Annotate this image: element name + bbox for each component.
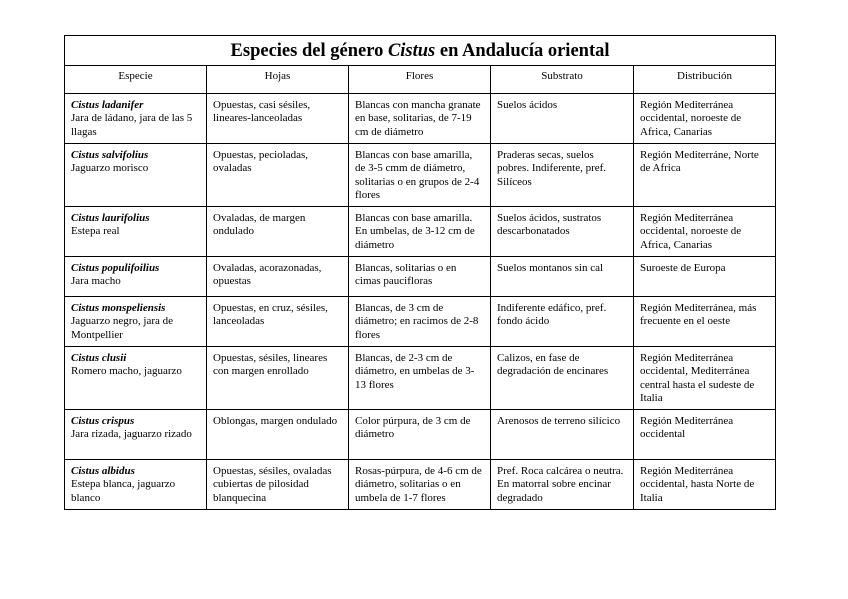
substrato-cell: Suelos montanos sin cal bbox=[491, 256, 634, 296]
table-row bbox=[65, 143, 776, 206]
substrato-cell: Arenosos de terreno silícico bbox=[491, 409, 634, 459]
flores-cell: Blancas con base amarilla, de 3-5 cmm de diámetro, solitarias o en grupos de 2-4 flores bbox=[349, 143, 491, 206]
common-name: Romero macho, jaguarzo bbox=[71, 365, 182, 377]
header-substrato: Substrato bbox=[491, 66, 634, 94]
species-table bbox=[64, 35, 776, 510]
table-row bbox=[65, 256, 776, 296]
common-name: Jara macho bbox=[71, 275, 121, 287]
species-name: Cistus salvifolius bbox=[71, 148, 149, 161]
species-cell bbox=[65, 409, 207, 459]
hojas-cell: Opuestas, pecioladas, ovaladas bbox=[207, 143, 349, 206]
common-name: Estepa blanca, jaguarzo blanco bbox=[71, 478, 176, 504]
hojas-cell: Opuestas, en cruz, sésiles, lanceoladas bbox=[207, 296, 349, 346]
table-title bbox=[65, 36, 776, 66]
distribucion-cell: Región Mediterránea occidental, noroeste de Africa, Canarias bbox=[634, 206, 776, 256]
distribucion-cell: Región Mediterránea, más frecuente en el oeste bbox=[634, 296, 776, 346]
substrato-cell: Calizos, en fase de degradación de encinares bbox=[491, 346, 634, 409]
flores-cell: Rosas-púrpura, de 4-6 cm de diámetro, solitarias o en umbela de 1-7 flores bbox=[349, 459, 491, 509]
table-row bbox=[65, 459, 776, 509]
header-distribucion: Distribución bbox=[634, 66, 776, 94]
distribucion-cell: Región Mediterráne, Norte de Africa bbox=[634, 143, 776, 206]
substrato-cell: Praderas secas, suelos pobres. Indiferente, pref. Silíceos bbox=[491, 143, 634, 206]
flores-cell: Color púrpura, de 3 cm de diámetro bbox=[349, 409, 491, 459]
common-name: Jaguarzo morisco bbox=[71, 162, 149, 174]
substrato-cell: Suelos ácidos, sustratos descarbonatados bbox=[491, 206, 634, 256]
header-flores: Flores bbox=[349, 66, 491, 94]
header-especie: Especie bbox=[65, 66, 207, 94]
species-cell bbox=[65, 346, 207, 409]
distribucion-cell: Región Mediterránea occidental, Mediterránea central hasta el sudeste de Italia bbox=[634, 346, 776, 409]
title-row bbox=[65, 36, 776, 66]
species-cell bbox=[65, 296, 207, 346]
substrato-cell: Suelos ácidos bbox=[491, 93, 634, 143]
species-name: Cistus monspeliensis bbox=[71, 301, 166, 314]
distribucion-cell: Región Mediterránea occidental, noroeste de Africa, Canarias bbox=[634, 93, 776, 143]
title-genus: Cistus bbox=[387, 41, 436, 61]
hojas-cell: Oblongas, margen ondulado bbox=[207, 409, 349, 459]
species-cell bbox=[65, 143, 207, 206]
table-row bbox=[65, 93, 776, 143]
species-cell bbox=[65, 206, 207, 256]
species-name: Cistus crispus bbox=[71, 414, 135, 427]
species-name: Cistus albidus bbox=[71, 464, 135, 477]
species-cell bbox=[65, 93, 207, 143]
species-name: Cistus clusii bbox=[71, 351, 127, 364]
title-suffix: en Andalucía oriental bbox=[435, 41, 610, 61]
table-row bbox=[65, 346, 776, 409]
distribucion-cell: Región Mediterránea occidental, hasta Norte de Italia bbox=[634, 459, 776, 509]
distribucion-cell: Suroeste de Europa bbox=[634, 256, 776, 296]
flores-cell: Blancas con base amarilla. En umbelas, de 3-12 cm de diámetro bbox=[349, 206, 491, 256]
species-name: Cistus laurifolius bbox=[71, 211, 150, 224]
species-cell bbox=[65, 459, 207, 509]
species-name: Cistus ladanifer bbox=[71, 98, 144, 111]
table-row bbox=[65, 206, 776, 256]
hojas-cell: Opuestas, sésiles, lineares con margen enrollado bbox=[207, 346, 349, 409]
header-row bbox=[65, 66, 776, 94]
hojas-cell: Ovaladas, acorazonadas, opuestas bbox=[207, 256, 349, 296]
common-name: Jara rizada, jaguarzo rizado bbox=[71, 428, 192, 440]
hojas-cell: Opuestas, casi sésiles, lineares-lanceoladas bbox=[207, 93, 349, 143]
title-prefix: Especies del género bbox=[230, 41, 388, 61]
flores-cell: Blancas, de 2-3 cm de diámetro, en umbelas de 3-13 flores bbox=[349, 346, 491, 409]
common-name: Estepa real bbox=[71, 225, 120, 237]
flores-cell: Blancas, solitarias o en cimas paucifloras bbox=[349, 256, 491, 296]
common-name: Jara de ládano, jara de las 5 llagas bbox=[71, 112, 193, 138]
substrato-cell: Pref. Roca calcárea o neutra. En matorral sobre encinar degradado bbox=[491, 459, 634, 509]
common-name: Jaguarzo negro, jara de Montpellier bbox=[71, 315, 174, 341]
table-row bbox=[65, 296, 776, 346]
species-cell bbox=[65, 256, 207, 296]
header-hojas: Hojas bbox=[207, 66, 349, 94]
species-name: Cistus populifoilius bbox=[71, 261, 160, 274]
flores-cell: Blancas, de 3 cm de diámetro; en racimos de 2-8 flores bbox=[349, 296, 491, 346]
hojas-cell: Opuestas, sésiles, ovaladas cubiertas de pilosidad blanquecina bbox=[207, 459, 349, 509]
substrato-cell: Indiferente edáfico, pref. fondo ácido bbox=[491, 296, 634, 346]
hojas-cell: Ovaladas, de margen ondulado bbox=[207, 206, 349, 256]
distribucion-cell: Región Mediterránea occidental bbox=[634, 409, 776, 459]
flores-cell: Blancas con mancha granate en base, solitarias, de 7-19 cm de diámetro bbox=[349, 93, 491, 143]
table-row bbox=[65, 409, 776, 459]
